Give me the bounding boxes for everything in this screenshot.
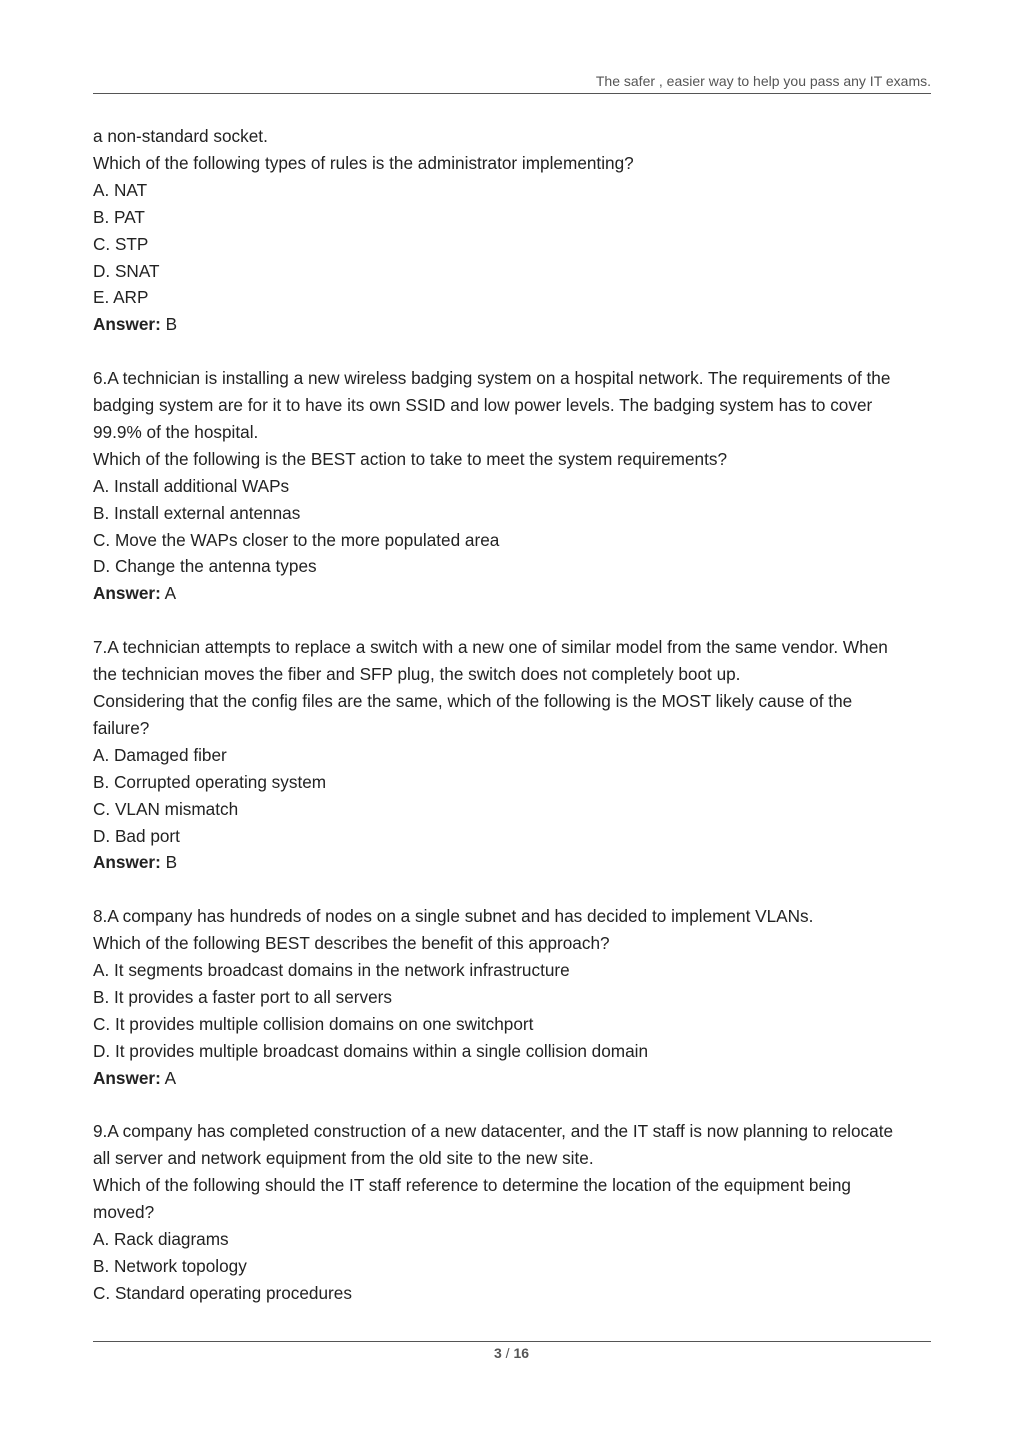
current-page: 3 [493,1345,502,1361]
page-separator: / [501,1345,514,1361]
option-b: B. Corrupted operating system [93,771,327,792]
option-d: D. SNAT [93,260,160,281]
answer-value: B [165,852,178,873]
option-e: E. ARP [93,287,149,308]
option-a: A. Rack diagrams [93,1229,229,1250]
answer-line [93,580,933,607]
option-b: B. Install external antennas [93,502,301,523]
question-text-line: badging system are for it to have its own SSID and low power levels. The badging system has to cover [93,395,873,416]
answer-label: Answer: [93,852,161,873]
question-text-line: failure? [93,717,150,738]
question-text-line: 99.9% of the hospital. [93,421,259,442]
question-text-line: moved? [93,1202,155,1223]
document-body [93,123,933,1307]
option-c: C. Standard operating procedures [93,1282,352,1303]
page-number [0,1345,1023,1361]
header-divider [93,93,931,94]
question-text-line: all server and network equipment from the old site to the new site. [93,1148,594,1169]
question-9 [93,1118,933,1306]
option-d: D. Bad port [93,825,180,846]
header-tagline: The safer , easier way to help you pass any IT exams. [595,73,931,89]
answer-label: Answer: [93,583,161,604]
question-text-line: Which of the following types of rules is the administrator implementing? [93,152,634,173]
answer-value: A [164,1067,177,1088]
question-8 [93,903,933,1091]
option-c: C. Move the WAPs closer to the more populated area [93,529,500,550]
option-c: C. STP [93,233,149,254]
option-b: B. Network topology [93,1256,247,1276]
total-pages: 16 [513,1345,530,1361]
answer-line [93,311,933,338]
option-c: C. VLAN mismatch [93,798,239,819]
question-6 [93,365,933,607]
question-text-line: the technician moves the fiber and SFP plug, the switch does not completely boot up. [93,664,741,685]
option-b: B. PAT [93,206,145,227]
question-text-line: 8.A company has hundreds of nodes on a single subnet and has decided to implement VLANs. [93,906,814,927]
option-b: B. It provides a faster port to all servers [93,986,392,1007]
option-a: A. NAT [93,179,148,200]
option-d: D. It provides multiple broadcast domains within a single collision domain [93,1040,649,1061]
option-a: A. Damaged fiber [93,744,227,765]
answer-value: B [165,314,178,335]
question-7 [93,634,933,876]
question-text-line: Which of the following is the BEST action to take to meet the system requirements? [93,448,728,469]
question-text-line: 7.A technician attempts to replace a switch with a new one of similar model from the same vendor. When [93,637,888,658]
option-a: A. It segments broadcast domains in the network infrastructure [93,960,570,981]
question-text-line: Which of the following BEST describes the benefit of this approach? [93,933,610,954]
answer-line [93,1065,933,1092]
answer-label: Answer: [93,314,161,335]
question-5-continuation [93,123,933,338]
option-a: A. Install additional WAPs [93,475,290,496]
question-text-line: Which of the following should the IT staff reference to determine the location of the equipment being [93,1175,851,1196]
answer-value: A [164,583,177,604]
question-text-line: a non-standard socket. [93,126,268,146]
option-d: D. Change the antenna types [93,556,317,577]
footer-divider [93,1341,931,1342]
question-text-line: Considering that the config files are the same, which of the following is the MOST likely cause of the [93,691,853,711]
question-text-line: 6.A technician is installing a new wireless badging system on a hospital network. The requirements of the [93,368,891,389]
answer-label: Answer: [93,1067,161,1088]
question-text-line: 9.A company has completed construction of a new datacenter, and the IT staff is now planning to relocate [93,1121,894,1142]
answer-line [93,849,933,876]
option-c: C. It provides multiple collision domains on one switchport [93,1013,534,1034]
